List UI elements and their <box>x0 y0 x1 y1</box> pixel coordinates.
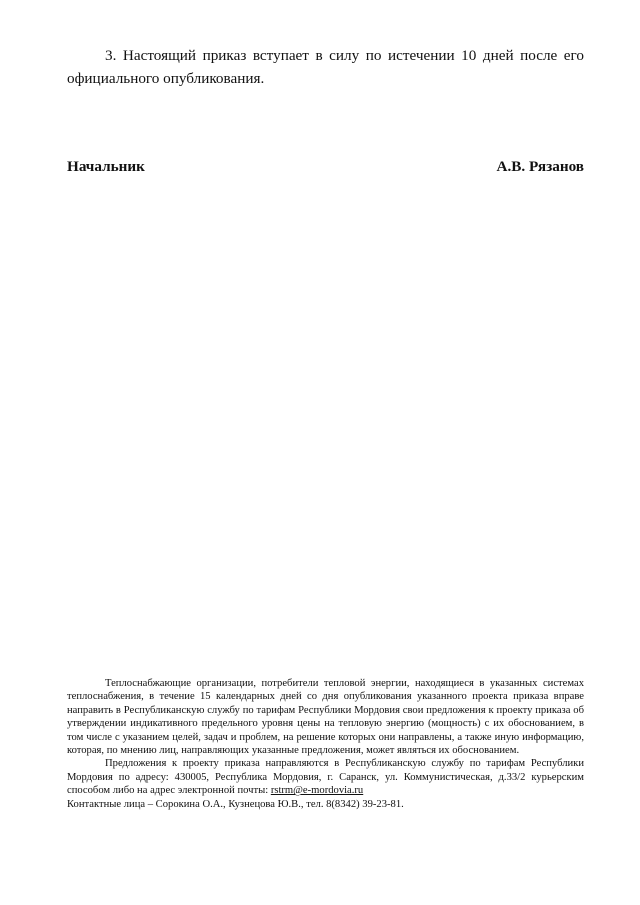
public-notice <box>67 677 584 811</box>
email-link[interactable]: rstrm@e-mordovia.ru <box>270 785 364 797</box>
notice-address-text: Предложения к проекту приказа направляются в Республиканскую службу по тарифам Республики Мордовия по адресу: 430005, Республика Мордовия, г. Саранск, ул. Коммунистическая, д.33/2 курьерским способом либо на адрес электронной почты: <box>67 758 584 797</box>
notice-paragraph-address <box>67 757 584 797</box>
signatory-title: Начальник <box>67 158 145 175</box>
order-paragraph-3: 3. Настоящий приказ вступает в силу по истечении 10 дней после его официального опубликования. <box>67 47 584 87</box>
signatory-name: А.В. Рязанов <box>496 158 584 175</box>
signature-block <box>67 158 584 182</box>
notice-paragraph-proposals: Теплоснабжающие организации, потребители тепловой энергии, находящиеся в указанных системах теплоснабжения, в течение 15 календарных дней со дня опубликования указанного проекта приказа вправе направить в Республиканскую службу по тарифам Республики Мордовия свои предложения к проекту приказа об утверждении индикативного предельного уровня цены на тепловую энергию (мощность) с их обоснованием, в том числе с указанием целей, задач и проблем, на решение которых они направлены, а также иную информацию, которая, по мнению лиц, направляющих указанные предложения, может являться их обоснованием. <box>67 678 584 757</box>
notice-contacts: Контактные лица – Сорокина О.А., Кузнецова Ю.В., тел. 8(8342) 39-23-81. <box>67 798 404 810</box>
